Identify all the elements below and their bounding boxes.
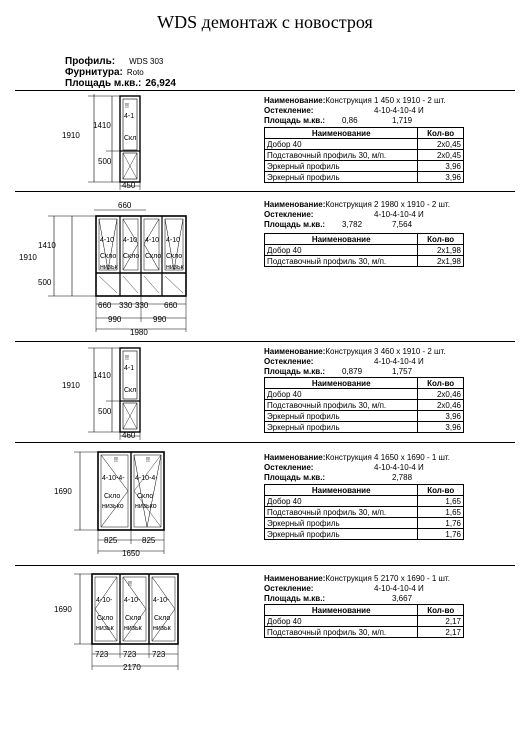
upper-height-label: 1410 (93, 121, 111, 130)
height-label: 1910 (62, 381, 80, 390)
svg-text:4-10: 4-10 (166, 237, 181, 244)
svg-text:!!: !! (114, 457, 118, 464)
svg-text:низьк: низьк (100, 264, 118, 271)
svg-text:Скло: Скло (97, 615, 114, 622)
svg-text:низьк: низьк (96, 625, 114, 632)
construction-3-table (264, 377, 464, 433)
svg-text:990: 990 (108, 315, 122, 324)
lower-height-label: 500 (38, 278, 52, 287)
svg-text:Скло: Скло (166, 253, 183, 260)
col-header-qty: Кол-во (418, 128, 464, 139)
table-row: Эркерный профиль 3,96 (265, 411, 464, 422)
svg-text:Скло: Скло (125, 615, 142, 622)
col-header-qty: Кол-во (418, 234, 464, 245)
svg-text:660: 660 (164, 301, 178, 310)
svg-text:330: 330 (119, 301, 133, 310)
svg-text:825: 825 (142, 536, 156, 545)
construction-name: Конструкция 3 460 x 1910 - 2 шт. (325, 347, 446, 356)
svg-text:4-10: 4-10 (100, 237, 115, 244)
col-header-name: Наименование (265, 605, 418, 616)
construction-3-drawing (60, 344, 180, 444)
construction-1-info: Наименование:Конструкция 1 450 x 1910 - 2 шт. Остекление: 4-10-4-10-4 И Площадь м.кв.: 0,86 1,719 (264, 96, 446, 125)
construction-5-table (264, 604, 464, 638)
table-row: Подставочный профиль 30, м/п. 2x0,46 (265, 400, 464, 411)
col-header-qty: Кол-во (418, 378, 464, 389)
construction-5-drawing (52, 572, 202, 682)
construction-name: Конструкция 1 450 x 1910 - 2 шт. (325, 96, 446, 105)
profile-line (65, 56, 163, 67)
svg-text:!!: !! (125, 355, 129, 362)
table-row: Добор 40 2x0,45 (265, 139, 464, 150)
section-divider (15, 90, 515, 91)
svg-text:723: 723 (152, 650, 166, 659)
area-value-1: 0,879 (342, 367, 363, 376)
table-row: Эркерный профиль 3,96 (265, 161, 464, 172)
height-label: 1690 (54, 487, 72, 496)
lower-height-label: 500 (98, 157, 112, 166)
width-label: 1980 (130, 328, 148, 337)
construction-4-table (264, 484, 464, 540)
construction-1-drawing (60, 94, 180, 194)
glazing-value: 4-10-4-10-4 И (374, 210, 424, 219)
svg-text:Скло: Скло (123, 253, 140, 260)
table-row: Добор 40 2x1,98 (265, 245, 464, 256)
table-row: Добор 40 2,17 (265, 616, 464, 627)
svg-text:Скло: Скло (100, 253, 117, 260)
svg-text:4-10-: 4-10- (153, 597, 170, 604)
hardware-label: Фурнитура: (65, 67, 123, 78)
col-header-name: Наименование (265, 485, 418, 496)
sash-text: 4-1 (124, 113, 135, 120)
section-divider (15, 565, 515, 566)
section-divider (15, 341, 515, 342)
height-label: 1910 (62, 131, 80, 140)
col-header-name: Наименование (265, 378, 418, 389)
svg-text:!!: !! (146, 457, 150, 464)
width-label: 450 (122, 181, 136, 190)
table-row: Эркерный профиль 1,76 (265, 518, 464, 529)
glazing-value: 4-10-4-10-4 И (374, 463, 424, 472)
lower-height-label: 500 (98, 407, 112, 416)
svg-text:723: 723 (95, 650, 109, 659)
col-header-name: Наименование (265, 234, 418, 245)
svg-text:Скло: Скло (154, 615, 171, 622)
construction-2-info: Наименование:Конструкция 2 1980 x 1910 - 2 шт. Остекление: 4-10-4-10-4 И Площадь м.кв.: 3,782 7,564 (264, 200, 450, 229)
table-row: Эркерный профиль 3,96 (265, 172, 464, 183)
svg-text:!!: !! (125, 103, 129, 110)
construction-2-table (264, 233, 464, 267)
area-value-2: 1,757 (392, 367, 413, 376)
profile-label: Профиль: (65, 56, 116, 67)
top-dim-label: 660 (118, 201, 132, 210)
table-row: Подставочный профиль 30, м/п. 1,65 (265, 507, 464, 518)
table-row: Добор 40 2x0,46 (265, 389, 464, 400)
profile-value: WDS 303 (129, 57, 164, 66)
svg-text:825: 825 (104, 536, 118, 545)
glazing-value: 4-10-4-10-4 И (374, 106, 424, 115)
svg-text:660: 660 (98, 301, 112, 310)
area-value-2: 7,564 (392, 220, 413, 229)
svg-text:723: 723 (123, 650, 137, 659)
table-row: Подставочный профиль 30, м/п. 2x0,45 (265, 150, 464, 161)
table-row: Подставочный профиль 30, м/п. 2x1,98 (265, 256, 464, 267)
svg-text:330: 330 (135, 301, 149, 310)
svg-text:низько: низько (102, 503, 124, 510)
width-label: 2170 (123, 663, 141, 672)
upper-height-label: 1410 (93, 371, 111, 380)
width-label: 460 (122, 431, 136, 440)
table-row: Эркерный профиль 1,76 (265, 529, 464, 540)
svg-text:Скло: Скло (145, 253, 162, 260)
area-total-label: Площадь м.кв.: (65, 78, 142, 89)
svg-text:низько: низько (135, 503, 157, 510)
width-label: 1650 (122, 549, 140, 558)
svg-text:Скло: Скло (137, 493, 154, 500)
construction-1-table (264, 127, 464, 183)
section-divider (15, 191, 515, 192)
construction-3-info: Наименование:Конструкция 3 460 x 1910 - 2 шт. Остекление: 4-10-4-10-4 И Площадь м.кв.: 0,879 1,757 (264, 347, 446, 376)
area-value-1: 3,782 (342, 220, 363, 229)
area-total-line (65, 78, 176, 89)
construction-name: Конструкция 2 1980 x 1910 - 2 шт. (325, 200, 450, 209)
table-row: Подставочный профиль 30, м/п. 2,17 (265, 627, 464, 638)
svg-text:низьк: низьк (124, 625, 142, 632)
svg-text:990: 990 (153, 315, 167, 324)
hardware-value: Roto (126, 68, 144, 77)
svg-text:Скло: Скло (104, 493, 121, 500)
svg-text:4-10: 4-10 (145, 237, 160, 244)
construction-name: Конструкция 4 1650 x 1690 - 1 шт. (325, 453, 450, 462)
sash-text: Скл (124, 387, 137, 394)
glazing-value: 4-10-4-10-4 И (374, 357, 424, 366)
table-row: Добор 40 1,65 (265, 496, 464, 507)
area-total-value: 26,924 (145, 78, 176, 89)
construction-name: Конструкция 5 2170 x 1690 - 1 шт. (325, 574, 450, 583)
hardware-line (65, 67, 144, 78)
construction-2-drawing (18, 198, 218, 338)
construction-4-drawing (52, 450, 192, 560)
svg-text:низьк: низьк (153, 625, 171, 632)
svg-text:!!: !! (128, 581, 132, 588)
svg-text:4-10-: 4-10- (96, 597, 113, 604)
col-header-name: Наименование (265, 128, 418, 139)
svg-text:4-10-4-: 4-10-4- (135, 475, 158, 482)
upper-height-label: 1410 (38, 241, 56, 250)
glazing-value: 4-10-4-10-4 И (374, 584, 424, 593)
construction-5-info: Наименование:Конструкция 5 2170 x 1690 - 1 шт. Остекление: 4-10-4-10-4 И Площадь м.кв.: 3,667 (264, 574, 450, 603)
page-title: WDS демонтаж с новостроя (157, 12, 373, 32)
construction-4-info: Наименование:Конструкция 4 1650 x 1690 - 1 шт. Остекление: 4-10-4-10-4 И Площадь м.кв.: 2,788 (264, 453, 450, 482)
svg-text:низьк: низьк (166, 264, 184, 271)
height-label: 1910 (19, 253, 37, 262)
sash-text: 4-1 (124, 365, 135, 372)
svg-text:4-10: 4-10 (123, 237, 138, 244)
table-row: Эркерный профиль 3,96 (265, 422, 464, 433)
col-header-qty: Кол-во (418, 605, 464, 616)
area-value-2: 2,788 (392, 473, 413, 482)
area-value-2: 1,719 (392, 116, 413, 125)
svg-text:4-10-4-: 4-10-4- (102, 475, 125, 482)
area-value-1: 0,86 (342, 116, 358, 125)
section-divider (15, 442, 515, 443)
col-header-qty: Кол-во (418, 485, 464, 496)
area-value-2: 3,667 (392, 594, 413, 603)
height-label: 1690 (54, 605, 72, 614)
svg-text:4-10-: 4-10- (124, 597, 141, 604)
sash-text: Скл (124, 135, 137, 142)
